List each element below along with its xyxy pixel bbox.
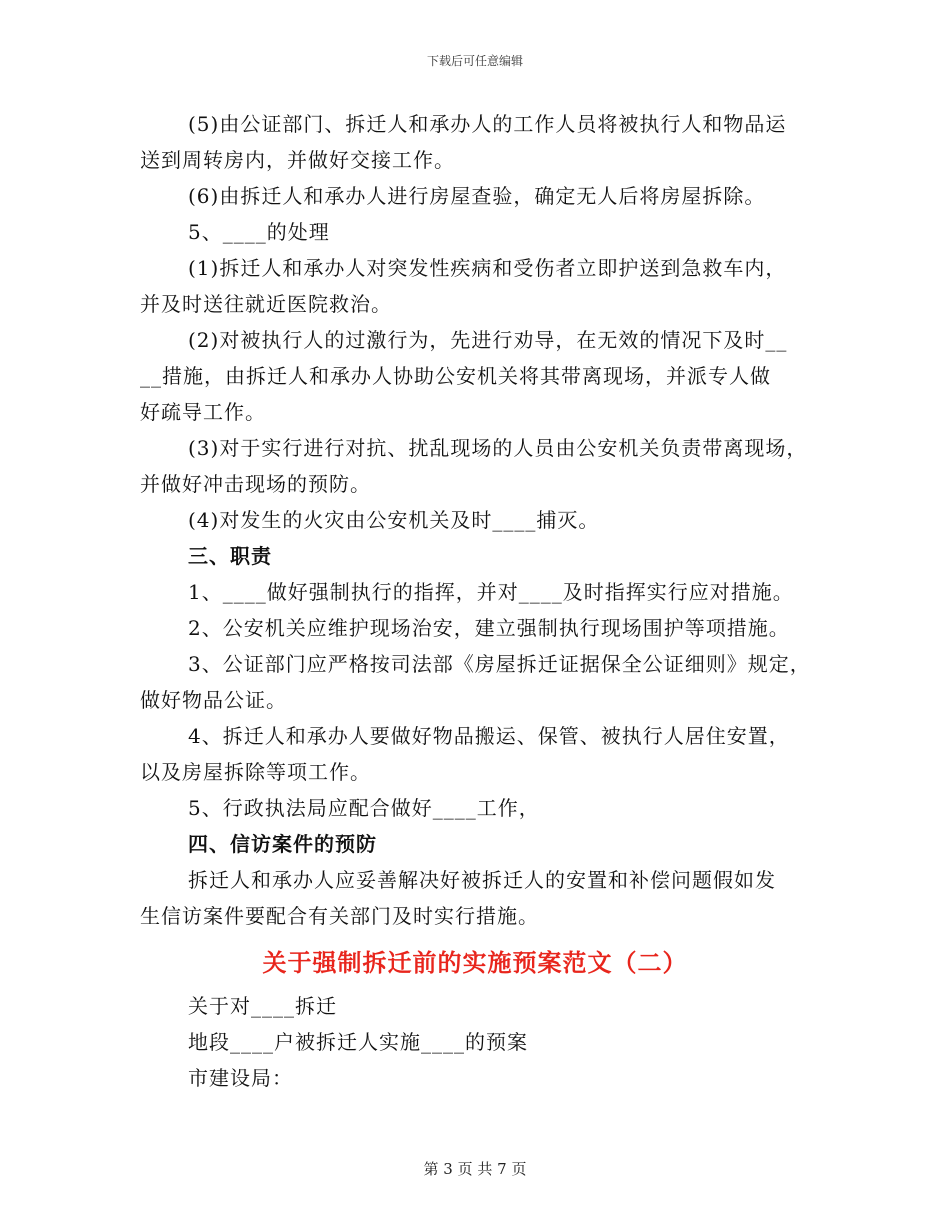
text-line: 并及时送往就近医院救治。 bbox=[140, 292, 392, 316]
text-line: 5、____的处理 bbox=[188, 220, 330, 244]
page-header-note: 下载后可任意编辑 bbox=[426, 54, 523, 68]
section-heading: 四、信访案件的预防 bbox=[188, 832, 377, 856]
text-line: 以及房屋拆除等项工作。 bbox=[140, 760, 371, 784]
paragraph-list bbox=[140, 106, 810, 934]
section-heading: 三、职责 bbox=[188, 544, 272, 568]
text-line: (6)由拆迁人和承办人进行房屋查验，确定无人后将房屋拆除。 bbox=[188, 184, 766, 208]
section-title: 关于强制拆迁前的实施预案范文（二） bbox=[262, 948, 688, 977]
letter-opening bbox=[140, 988, 810, 1096]
text-line: (5)由公证部门、拆迁人和承办人的工作人员将被执行人和物品运 bbox=[188, 112, 787, 136]
text-line: (1)拆迁人和承办人对突发性疾病和受伤者立即护送到急救车内， bbox=[188, 256, 787, 280]
text-line: __措施，由拆迁人和承办人协助公安机关将其带离现场，并派专人做 bbox=[140, 364, 771, 388]
text-line: (2)对被执行人的过激行为，先进行劝导，在无效的情况下及时__ bbox=[188, 328, 788, 352]
text-line: (3)对于实行进行对抗、扰乱现场的人员由公安机关负责带离现场， bbox=[188, 436, 808, 460]
text-line: 生信访案件要配合有关部门及时实行措施。 bbox=[140, 904, 539, 928]
document-body bbox=[140, 106, 810, 1096]
text-line: 2、公安机关应维护现场治安，建立强制执行现场围护等项措施。 bbox=[188, 616, 790, 640]
text-line: 1、____做好强制执行的指挥，并对____及时指挥实行应对措施。 bbox=[188, 580, 794, 604]
text-line: 5、行政执法局应配合做好____工作， bbox=[188, 796, 540, 820]
text-line: 4、拆迁人和承办人要做好物品搬运、保管、被执行人居住安置， bbox=[188, 724, 790, 748]
text-line: (4)对发生的火灾由公安机关及时____捕灭。 bbox=[188, 508, 600, 532]
text-line: 送到周转房内，并做好交接工作。 bbox=[140, 148, 455, 172]
text-line: 好疏导工作。 bbox=[140, 400, 266, 424]
text-line: 关于对____拆迁 bbox=[188, 994, 337, 1018]
text-line: 并做好冲击现场的预防。 bbox=[140, 472, 371, 496]
text-line: 拆迁人和承办人应妥善解决好被拆迁人的安置和补偿问题假如发 bbox=[188, 868, 776, 892]
text-line: 3、公证部门应严格按司法部《房屋拆迁证据保全公证细则》规定， bbox=[188, 652, 811, 676]
text-line: 市建设局： bbox=[188, 1066, 293, 1090]
page-number: 第 3 页 共 7 页 bbox=[423, 1160, 527, 1178]
text-line: 地段____户被拆迁人实施____的预案 bbox=[188, 1030, 528, 1054]
text-line: 做好物品公证。 bbox=[140, 688, 287, 712]
